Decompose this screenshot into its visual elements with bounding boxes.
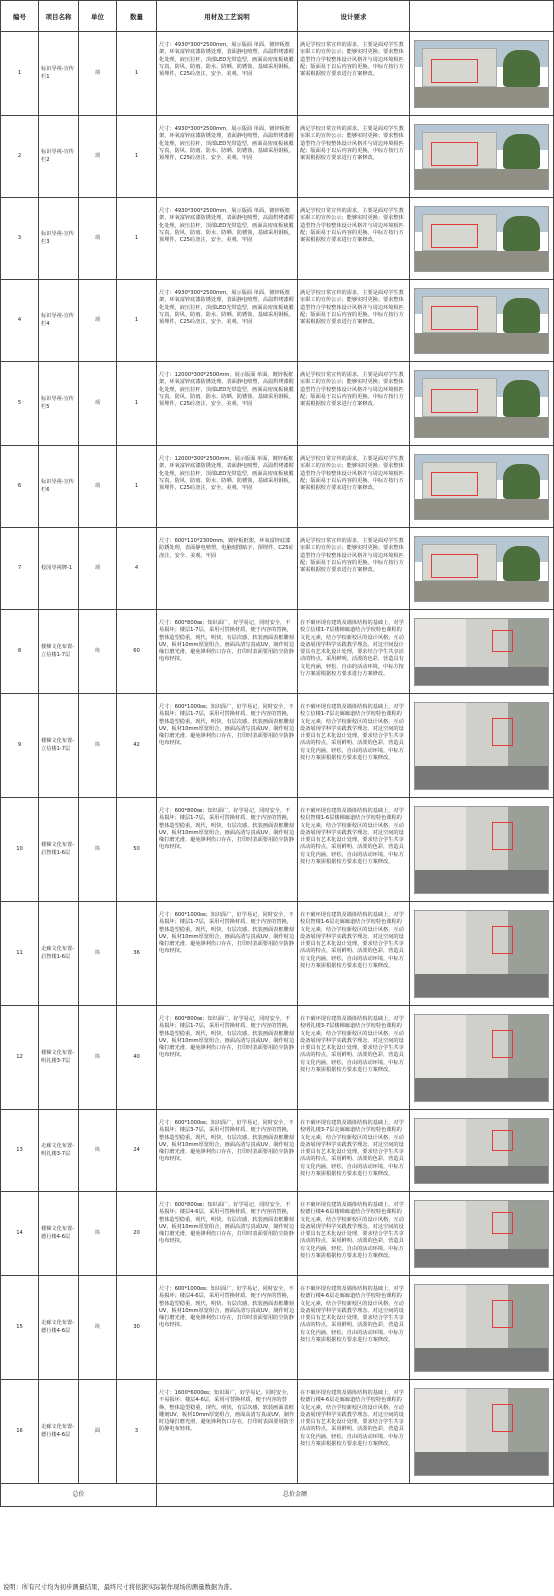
site-photo: [414, 806, 549, 894]
table-row: [1, 1110, 554, 1192]
material-spec: 尺寸：600*1000㎜；知识面广，好学易记，同时安全，不易损坏；楼层3-7层，采用可替换材质，便于内容的替换，整体造型稳重，现代，明快，有层次感，软装画面表框雕刻UV，板材10mm厚宽组合，画面高清写真或UV，制作时边缘打磨光滑，避免锋利伤口存在，打印时表面要用防尘防静电布轻抹。: [157, 1110, 298, 1192]
table-row: [1, 1192, 554, 1276]
photo-cell: [410, 1276, 554, 1380]
material-spec: 尺寸：600*800㎜；知识面广，好学易记，同时安全，不易损坏；楼层1-7层，采用可替换材质，便于内容的替换，整体造型稳重，现代，明快，有层次感，软装画面表框雕刻UV，板材10mm厚宽组合，画面高清写真或UV，制作时边缘打磨光滑，避免锋利伤口存在，打印时表面要用防尘防静电布轻抹。: [157, 1006, 298, 1110]
design-requirement: 在不破坏现有建筑及墙体结构的基础上，对学校明礼楼3-7层楼梯廊道结合学校特色课程的文化元素，结合学校新校区的设计风格，互动设备展现学科学实践教学理念。对这空间的设计要具有艺术化设计处理，要求结合学生共享活动的特点，采用鲜明、活泼的色彩，营造具有文化内涵，轻松、自由的活动环境。中标方按行方案需根据校方要求进行方案修改。: [298, 1006, 410, 1110]
table-row: [1, 694, 554, 798]
header-cell: 数量: [117, 1, 157, 32]
quantity: 36: [117, 902, 157, 1006]
table-row: [1, 198, 554, 280]
placement-marker: [431, 224, 478, 248]
project-name: 走廊文化布置-明礼楼3-7层: [39, 1110, 79, 1192]
placement-marker: [492, 1030, 513, 1058]
quantity: 50: [117, 798, 157, 902]
design-requirement: 在不破坏现有建筑及墙体结构的基础上，对学校立信楼1-7层走廊廊道结合学校特色课程的文化元素，结合学校新校区的设计风格，互动设备展现学科学实践教学理念。对这空间的设计要具有艺术化设计处理，要求结合学生共享活动的特点，采用鲜明、活泼的色彩，营造具有文化内涵，轻松、自由的活动环境。中标方按行方案需根据校方要求进行方案修改。: [298, 694, 410, 798]
table-row: [1, 528, 554, 610]
design-requirement: 在不破坏现有建筑及墙体结构的基础上，对学校明礼楼3-7层走廊廊道结合学校特色课程的文化元素，结合学校新校区的设计风格，互动设备展现学科学实践教学理念。对这空间的设计要具有艺术化设计处理，要求结合学生共享活动的特点，采用鲜明、活泼的色彩，营造具有文化内涵，轻松、自由的活动环境。中标方按行方案需根据校方要求进行方案修改。: [298, 1110, 410, 1192]
placement-marker: [492, 718, 513, 746]
unit: 项: [79, 32, 117, 116]
unit: 项: [79, 280, 117, 362]
photo-cell: [410, 902, 554, 1006]
photo-cell: [410, 610, 554, 694]
table-row: [1, 446, 554, 528]
design-requirement: 满足学校日常宣传的需求，主要是面对学生教室职工的宣传公示；能够实时更换；要求整体造型符合学校整体设计风格并与周边环境相匹配；版面易于以后内容的更换。中标方按行方案需根据校方要求进行方案修改。: [298, 198, 410, 280]
material-spec: 尺寸：600*1000㎜；知识面广，好学易记，同时安全，不易损坏；楼层1-7层，采用可替换材质，便于内容的替换，整体造型稳重，现代，明快，有层次感，软装画面表框雕刻UV，板材10mm厚宽组合，画面高清写真或UV，制作时边缘打磨光滑，避免锋利伤口存在，打印时表面要用防尘防静电布轻抹。: [157, 902, 298, 1006]
placement-marker: [431, 142, 478, 166]
unit: 块: [79, 1192, 117, 1276]
table-body: [1, 32, 554, 1484]
project-name: 楼梯文化布置-立信楼1-7层: [39, 694, 79, 798]
row-number: 9: [1, 694, 39, 798]
placement-marker: [492, 1212, 513, 1234]
site-photo: [414, 536, 549, 602]
unit: 项: [79, 362, 117, 446]
site-photo: [414, 454, 549, 520]
project-name: 标识导视-宣传栏2: [39, 116, 79, 198]
site-photo: [414, 1388, 549, 1476]
placement-marker: [431, 389, 478, 413]
site-photo: [414, 124, 549, 190]
project-name: 标识导视-宣传栏1: [39, 32, 79, 116]
project-name: 楼梯文化布置-立信楼1-7层: [39, 610, 79, 694]
photo-cell: [410, 528, 554, 610]
unit: 面: [79, 1380, 117, 1484]
placement-marker: [431, 306, 478, 330]
placement-marker: [492, 926, 513, 954]
row-number: 5: [1, 362, 39, 446]
table-row: [1, 610, 554, 694]
material-spec: 尺寸：600*800㎜；知识面广，好学易记，同时安全，不易损坏；楼层1-7层，采用可替换材质，便于内容的替换，整体造型稳重，现代，明快，有层次感，软装画面表框雕刻UV，板材10mm厚宽组合，画面高清写真或UV，制作时边缘打磨光滑，避免锋利伤口存在，打印时表面要用防尘防静电布轻抹。: [157, 798, 298, 902]
site-photo: [414, 1284, 549, 1372]
material-spec: 尺寸：4930*300*2500mm，展示版面 单面，镀锌板框架，环氧富锌底漆防锈处理，表面静电喷塑，高温烘烤漆附化处理，液压拉杆，顶部LED光带造型，画面高密度板裱膜写真，防风、防雨、防水、防晒、防锈蚀，基础采用钢板，预埋件，C25砼浇注，安全、美观、牢固: [157, 280, 298, 362]
quantity: 30: [117, 1276, 157, 1380]
site-photo: [414, 1200, 549, 1268]
project-name: 标识导视-宣传栏5: [39, 362, 79, 446]
table-row: [1, 280, 554, 362]
placement-marker: [431, 554, 478, 578]
unit: 项: [79, 446, 117, 528]
header-cell: 设计要求: [298, 1, 410, 32]
table-row: [1, 1006, 554, 1110]
placement-marker: [431, 59, 478, 83]
unit: 块: [79, 694, 117, 798]
quantity: 3: [117, 1380, 157, 1484]
quantity: 4: [117, 528, 157, 610]
quantity: 20: [117, 1192, 157, 1276]
design-requirement: 在不破坏现有建筑及墙体结构的基础上，对学校启智楼1-6层楼梯廊道结合学校特色课程的文化元素，结合学校新校区的设计风格，互动设备展现学科学实践教学理念。对这空间的设计要具有艺术化设计处理，要求结合学生共享活动的特点，采用鲜明、活泼的色彩，营造具有文化内涵，轻松、自由的活动环境。中标方按行方案需根据校方要求进行方案修改。: [298, 798, 410, 902]
project-name: 标识导视-宣传栏6: [39, 446, 79, 528]
photo-cell: [410, 1380, 554, 1484]
quantity: 1: [117, 198, 157, 280]
header-cell: 编号: [1, 1, 39, 32]
site-photo: [414, 1118, 549, 1184]
row-number: 4: [1, 280, 39, 362]
table-row: [1, 362, 554, 446]
quantity: 1: [117, 280, 157, 362]
material-spec: 尺寸：600*800㎜；知识面广，好学易记，同时安全，不易损坏；楼层1-7层，采用可替换材质，便于内容的替换，整体造型稳重，现代，明快，有层次感，软装画面表框雕刻UV，板材10mm厚宽组合，画面高清写真或UV，制作时边缘打磨光滑，避免锋利伤口存在，打印时表面要用防尘防静电布轻抹。: [157, 610, 298, 694]
quantity: 42: [117, 694, 157, 798]
photo-cell: [410, 280, 554, 362]
design-requirement: 在不破坏现有建筑及墙体结构的基础上，对学校德行楼4-6层走廊廊道结合学校特色课程的文化元素，结合学校新校区的设计风格，互动设备展现学科学实践教学理念。对这空间的设计要具有艺术化设计处理，要求结合学生共享活动的特点，采用鲜明、活泼的色彩，营造具有文化内涵，轻松、自由的活动环境。中标方按行方案需根据校方要求进行方案修改。: [298, 1380, 410, 1484]
photo-cell: [410, 1006, 554, 1110]
header-cell: 项目名称: [39, 1, 79, 32]
photo-cell: [410, 1110, 554, 1192]
table-row: [1, 1380, 554, 1484]
material-spec: 尺寸：600*1000㎜；知识面广，好学易记，同时安全，不易损坏；楼层4-6层，采用可替换材质，便于内容的替换，整体造型稳重，现代，明快，有层次感，软装画面表框雕刻UV，板材10mm厚宽组合，画面高清写真或UV，制作时边缘打磨光滑，避免锋利伤口存在，打印时表面要用防尘防静电布轻抹。: [157, 1276, 298, 1380]
material-spec: 尺寸：600*800㎜；知识面广，好学易记，同时安全，不易损坏；楼层4-6层，采用可替换材质，便于内容的替换，整体造型稳重，现代，明快，有层次感，软装画面表框雕刻UV，板材10mm厚宽组合，画面高清写真或UV，制作时边缘打磨光滑，避免锋利伤口存在，打印时表面要用防尘防静电布轻抹。: [157, 1192, 298, 1276]
site-photo: [414, 40, 549, 108]
material-spec: 尺寸：1600*6000㎜；知识面广，好学易记，同时安全，不易损坏；楼层4-6层，采用可替换材质，便于内容的替换，整体造型稳重，现代，明快，有层次感，软装画面表框雕刻UV，板材10mm厚宽组合，画面高清写真或UV，制作时边缘打磨光滑，避免锋利伤口存在，打印时表面要用防尘防静电布轻抹。: [157, 1380, 298, 1484]
placement-marker: [492, 1300, 513, 1328]
design-requirement: 在不破坏现有建筑及墙体结构的基础上，对学校德行楼4-6层楼梯廊道结合学校特色课程的文化元素，结合学校新校区的设计风格，互动设备展现学科学实践教学理念。对这空间的设计要具有艺术化设计处理，要求结合学生共享活动的特点，采用鲜明、活泼的色彩，营造具有文化内涵，轻松、自由的活动环境。中标方按行方案需根据校方要求进行方案修改。: [298, 1192, 410, 1276]
table-row: [1, 116, 554, 198]
row-number: 7: [1, 528, 39, 610]
unit: 块: [79, 1006, 117, 1110]
photo-cell: [410, 694, 554, 798]
design-requirement: 满足学校日常宣传的需求，主要是面对学生教室职工的宣传公示；能够实时更换；要求整体造型符合学校整体设计风格并与周边环境相匹配；版面易于以后内容的更换。中标方按行方案需根据校方要求进行方案修改。: [298, 280, 410, 362]
header-cell: [410, 1, 554, 32]
design-requirement: 满足学校日常宣传的需求，主要是面对学生教室职工的宣传公示；能够实时更换；要求整体造型符合学校整体设计风格并与周边环境相匹配；版面易于以后内容的更换。中标方按行方案需根据校方要求进行方案修改。: [298, 116, 410, 198]
row-number: 2: [1, 116, 39, 198]
row-number: 1: [1, 32, 39, 116]
row-number: 13: [1, 1110, 39, 1192]
site-photo: [414, 370, 549, 438]
total-label: 总价: [1, 1484, 157, 1507]
unit: 块: [79, 798, 117, 902]
row-number: 16: [1, 1380, 39, 1484]
header-row: [1, 1, 554, 32]
summary-row: [1, 1484, 554, 1507]
row-number: 14: [1, 1192, 39, 1276]
site-photo: [414, 206, 549, 272]
project-name: 校园导视牌-1: [39, 528, 79, 610]
row-number: 10: [1, 798, 39, 902]
photo-cell: [410, 1192, 554, 1276]
row-number: 15: [1, 1276, 39, 1380]
table-row: [1, 798, 554, 902]
placement-marker: [431, 472, 478, 496]
material-spec: 尺寸：4930*300*2500mm，展示版面 单面，镀锌板框架，环氧富锌底漆防锈处理，表面静电喷塑，高温烘烤漆附化处理，液压拉杆，顶部LED光带造型，画面高密度板裱膜写真，防风、防雨、防水、防晒、防锈蚀，基础采用钢板，预埋件，C25砼浇注，安全、美观、牢固: [157, 198, 298, 280]
site-photo: [414, 910, 549, 998]
quantity: 24: [117, 1110, 157, 1192]
site-photo: [414, 1014, 549, 1102]
site-photo: [414, 618, 549, 686]
header-cell: 单位: [79, 1, 117, 32]
total-amount-label: 总价金额: [157, 1484, 554, 1507]
quantity: 1: [117, 116, 157, 198]
footnote: 说明：所有尺寸均为初步测量结果，最终尺寸将依据实际制作现场的测量数据为准。: [3, 1584, 236, 1591]
design-requirement: 在不破坏现有建筑及墙体结构的基础上，对学校立信楼1-7层楼梯廊道结合学校特色课程的文化元素，结合学校新校区的设计风格，互动设备展现学科学实践教学理念。对这空间设计要具有艺术化设计处理，要求结合学生共享活动的特点，采用鲜明、活泼的色彩，营造具有文化内涵，轻松、自由的活动环境。中标方按行方案需根据校方要求进行方案修改。: [298, 610, 410, 694]
table-row: [1, 32, 554, 116]
material-spec: 尺寸：12000*300*2500mm，展示版面 单面，镀锌板框架，环氧富锌底漆防锈处理，表面静电喷塑，高温烘烤漆附化处理，液压拉杆，顶部LED光带造型，画面高密度板裱膜写真，防风、防雨、防水、防晒、防锈蚀，基础采用钢板，预埋件，C25砼浇注，安全、美观、牢固: [157, 362, 298, 446]
quantity: 1: [117, 446, 157, 528]
design-requirement: 满足学校日常宣传的需求，主要是面对学生教室职工的宣传公示；能够实时更换；要求整体造型符合学校整体设计风格并与周边环境相匹配；版面易于以后内容的更换。中标方按行方案需根据校方要求进行方案修改。: [298, 32, 410, 116]
project-name: 走廊文化布置-德行楼4-6层: [39, 1276, 79, 1380]
project-name: 楼梯文化布置-德行楼4-6层: [39, 1192, 79, 1276]
project-name: 标识导视-宣传栏3: [39, 198, 79, 280]
project-name: 标识导视-宣传栏4: [39, 280, 79, 362]
row-number: 11: [1, 902, 39, 1006]
unit: 块: [79, 902, 117, 1006]
unit: 块: [79, 1276, 117, 1380]
row-number: 6: [1, 446, 39, 528]
photo-cell: [410, 116, 554, 198]
unit: 项: [79, 198, 117, 280]
site-photo: [414, 288, 549, 354]
unit: 项: [79, 116, 117, 198]
material-spec: 尺寸：600*110*2300mm，镀锌板框架，环氧富锌底漆防锈处理，表面静电喷塑，电脑刻图贴字，预埋件，C25砼浇注，安全、美观、牢固: [157, 528, 298, 610]
design-requirement: 在不破坏现有建筑及墙体结构的基础上，对学校德行楼4-6层走廊廊道结合学校特色课程的文化元素，结合学校新校区的设计风格，互动设备展现学科学实践教学理念。对这空间的设计要具有艺术化设计处理，要求结合学生共享活动的特点，采用鲜明、活泼的色彩，营造具有文化内涵，轻松、自由的活动环境。中标方按行方案需根据校方要求进行方案修改。: [298, 1276, 410, 1380]
project-name: 走廊文化布置-德行楼4-6层: [39, 1380, 79, 1484]
placement-marker: [492, 630, 513, 652]
unit: 块: [79, 1110, 117, 1192]
header-cell: 用材及工艺说明: [157, 1, 298, 32]
quantity: 1: [117, 32, 157, 116]
unit: 块: [79, 610, 117, 694]
table-row: [1, 902, 554, 1006]
project-name: 楼梯文化布置-明礼楼3-7层: [39, 1006, 79, 1110]
design-requirement: 满足学校日常宣传的需求，主要是面对学生教室职工的宣传公示；能够实时更换；要求整体造型符合学校整体设计风格并与周边环境相匹配；版面易于以后内容的更换。中标方按行方案需根据校方要求进行方案修改。: [298, 446, 410, 528]
placement-marker: [492, 822, 513, 850]
row-number: 8: [1, 610, 39, 694]
photo-cell: [410, 32, 554, 116]
material-spec: 尺寸：12000*300*2500mm，展示版面 单面，镀锌板框架，环氧富锌底漆防锈处理，表面静电喷塑，高温烘烤漆附化处理，液压拉杆，顶部LED光带造型，画面高密度板裱膜写真，防风、防雨、防水、防晒、防锈蚀，基础采用钢板，预埋件，C25砼浇注，安全、美观、牢固: [157, 446, 298, 528]
quantity: 1: [117, 362, 157, 446]
material-spec: 尺寸：4930*300*2500mm，展示版面 单面，镀锌板框架，环氧富锌底漆防锈处理，表面静电喷塑，高温烘烤漆附化处理，液压拉杆，顶部LED光带造型，画面高密度板裱膜写真，防风、防雨、防水、防晒、防锈蚀，基础采用钢板，预埋件，C25砼浇注，安全、美观、牢固: [157, 116, 298, 198]
row-number: 3: [1, 198, 39, 280]
photo-cell: [410, 198, 554, 280]
design-requirement: 满足学校日常宣传的需求，主要是面对学生教室职工的宣传公示；能够实时更换；要求整体造型符合学校整体设计风格并与周边环境相匹配；版面易于以后内容的更换。中标方按行方案需根据校方要求进行方案修改。: [298, 528, 410, 610]
material-spec: 尺寸：4930*300*2500mm，展示版面 单面，镀锌板框架，环氧富锌底漆防锈处理，表面静电喷塑，高温烘烤漆附化处理，液压拉杆，顶部LED光带造型，画面高密度板裱膜写真，防风、防雨、防水、防晒、防锈蚀，基础采用钢板，预埋件，C25砼浇注，安全、美观、牢固: [157, 32, 298, 116]
placement-marker: [492, 1404, 513, 1432]
design-requirement: 在不破坏现有建筑及墙体结构的基础上，对学校启智楼1-6层走廊廊道结合学校特色课程的文化元素，结合学校新校区的设计风格，互动设备展现学科学实践教学理念。对这空间的设计要具有艺术化设计处理，要求结合学生共享活动的特点，采用鲜明、活泼的色彩，营造具有文化内涵，轻松、自由的活动环境。中标方按行方案需根据校方要求进行方案修改。: [298, 902, 410, 1006]
quantity: 60: [117, 610, 157, 694]
quantity: 40: [117, 1006, 157, 1110]
site-photo: [414, 702, 549, 790]
photo-cell: [410, 446, 554, 528]
photo-cell: [410, 798, 554, 902]
placement-marker: [492, 1130, 513, 1151]
photo-cell: [410, 362, 554, 446]
design-requirement: 满足学校日常宣传的需求，主要是面对学生教室职工的宣传公示；能够实时更换；要求整体造型符合学校整体设计风格并与周边环境相匹配；版面易于以后内容的更换。中标方按行方案需根据校方要求进行方案修改。: [298, 362, 410, 446]
project-name: 楼梯文化布置-启智楼1-6层: [39, 798, 79, 902]
project-name: 走廊文化布置-启智楼1-6层: [39, 902, 79, 1006]
row-number: 12: [1, 1006, 39, 1110]
material-spec: 尺寸：600*1000㎜；知识面广，好学易记，同时安全，不易损坏；楼层1-7层，采用可替换材质，便于内容的替换，整体造型稳重，现代，明快，有层次感，软装画面表框雕刻UV，板材10mm厚宽组合，画面高清写真或UV，制作时边缘打磨光滑，避免锋利伤口存在，打印时表面要用防尘防静电布轻抹。: [157, 694, 298, 798]
unit: 项: [79, 528, 117, 610]
table-row: [1, 1276, 554, 1380]
